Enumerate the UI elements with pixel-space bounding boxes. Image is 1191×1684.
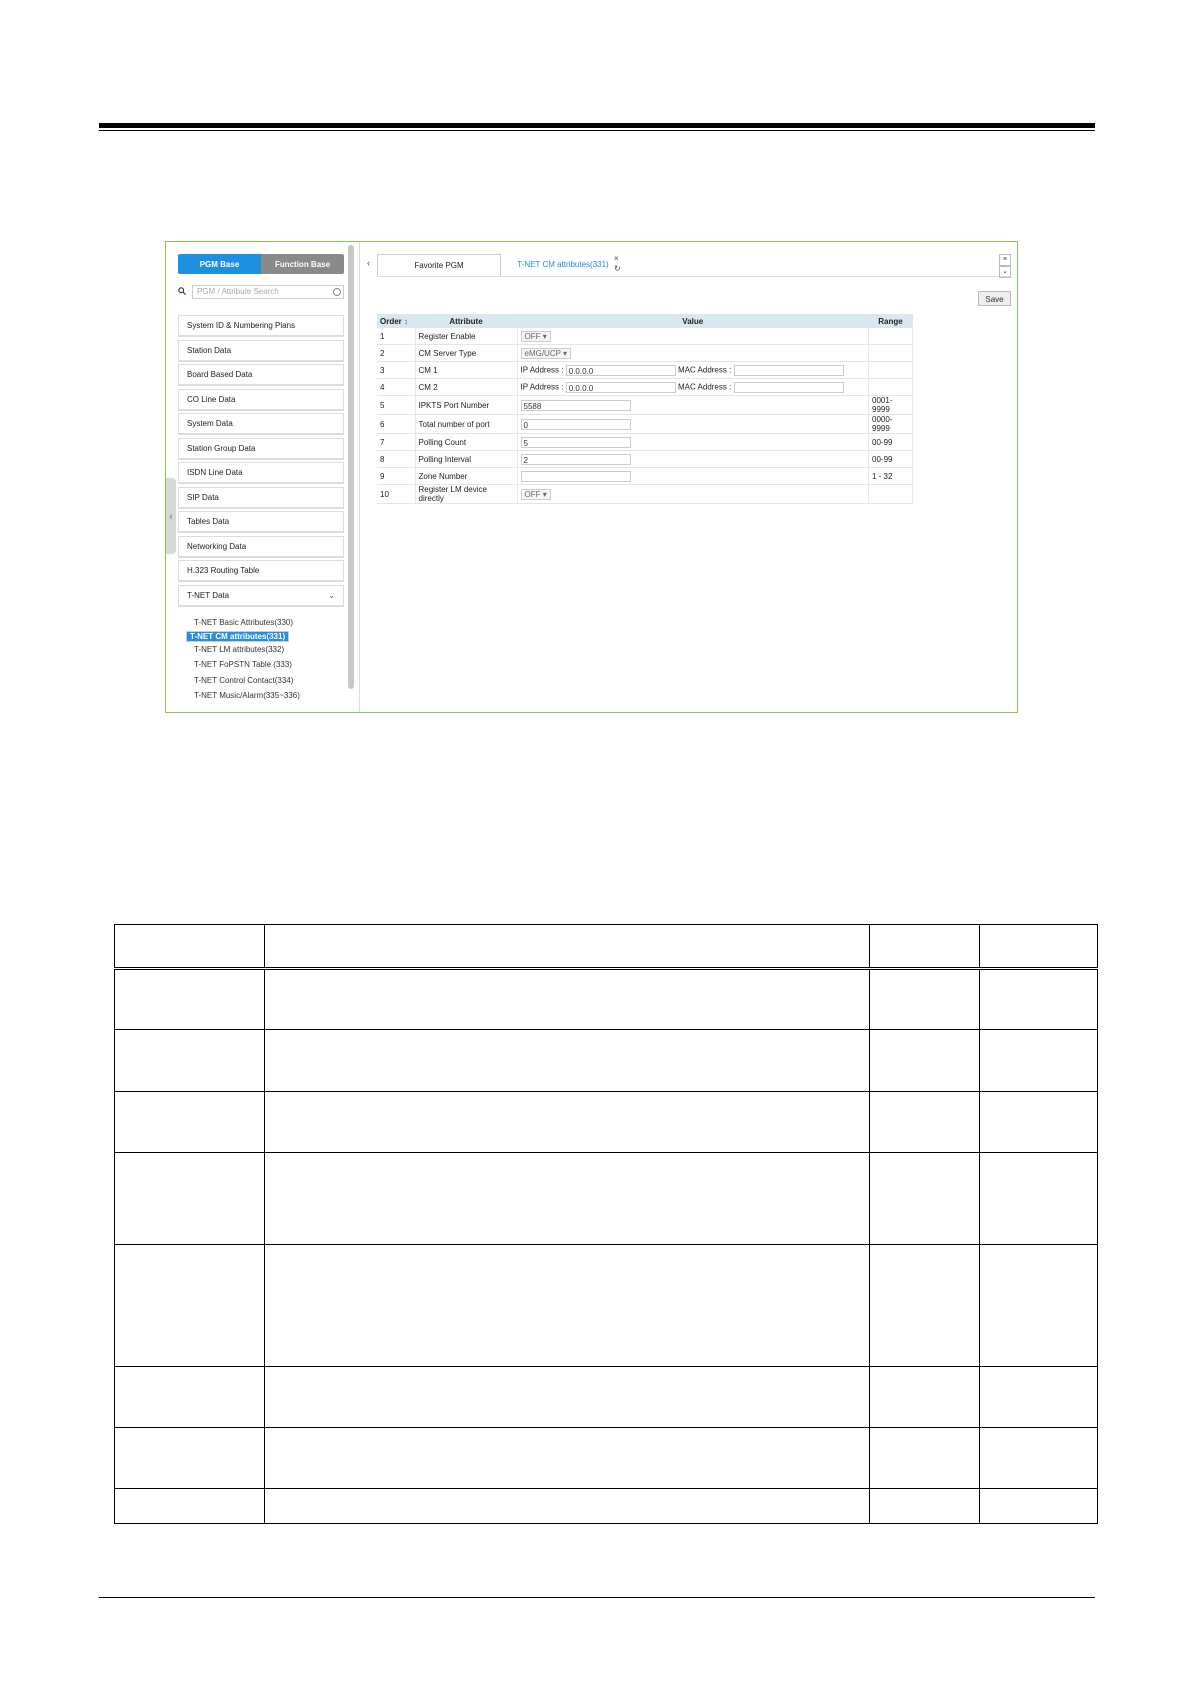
table-cell [980, 1489, 1098, 1524]
tab-tnet-cm-attributes[interactable]: T-NET CM attributes(331) [503, 254, 623, 276]
menu-item-label: Board Based Data [187, 370, 253, 379]
close-tab-icon[interactable]: × [614, 254, 619, 263]
submenu-item-selected[interactable]: T-NET CM attributes(331) [186, 631, 289, 642]
menu-item-networking-data[interactable] [178, 536, 344, 558]
table-cell [870, 1153, 980, 1245]
tab-function-base[interactable]: Function Base [261, 254, 344, 274]
table-cell [264, 1489, 869, 1524]
table-row [115, 969, 1098, 1030]
polling-interval-input[interactable]: 2 [521, 454, 631, 465]
row-range: 1 - 32 [869, 468, 913, 485]
row-range [869, 362, 913, 379]
row-range [869, 379, 913, 396]
menu-item-label: Tables Data [187, 517, 230, 526]
attribute-table [377, 314, 913, 504]
row-order: 4 [377, 379, 415, 396]
table-cell [115, 1153, 265, 1245]
row-attribute: Total number of port [415, 415, 517, 434]
table-row [115, 1030, 1098, 1092]
table-cell [870, 1367, 980, 1428]
mac-address-label: MAC Address : [677, 382, 732, 392]
row-range [869, 345, 913, 362]
row-range: 00-99 [869, 434, 913, 451]
tnet-submenu [186, 615, 338, 704]
menu-item-system-data[interactable] [178, 413, 344, 435]
menu-item-tables-data[interactable] [178, 511, 344, 533]
row-range: 00-99 [869, 451, 913, 468]
menu-item-station-data[interactable] [178, 340, 344, 362]
save-button[interactable]: Save [978, 291, 1011, 306]
table-cell [980, 969, 1098, 1030]
table-row [115, 1428, 1098, 1489]
row-attribute: CM 2 [415, 379, 517, 396]
row-order: 6 [377, 415, 415, 434]
row-attribute: Polling Interval [415, 451, 517, 468]
table-header-row [377, 314, 913, 328]
menu-item-station-group-data[interactable] [178, 438, 344, 460]
submenu-item[interactable]: T-NET Music/Alarm(335~336) [194, 691, 300, 700]
row-order: 5 [377, 396, 415, 415]
chevron-down-icon[interactable]: ⌄ [999, 266, 1011, 278]
left-panel [166, 242, 351, 712]
column-header-value: Value [517, 314, 869, 328]
screenshot-frame [165, 241, 1018, 713]
panel-divider [359, 242, 360, 712]
table-cell [115, 1245, 265, 1367]
cm1-mac-input[interactable] [734, 365, 844, 376]
menu-item-label: System Data [187, 419, 233, 428]
column-header-range: Range [869, 314, 913, 328]
table-cell [115, 925, 265, 969]
menu-item-label: H.323 Routing Table [187, 566, 260, 575]
table-cell [264, 1245, 869, 1367]
row-attribute: Register Enable [415, 328, 517, 345]
sort-icon[interactable]: ↕ [404, 316, 409, 326]
chevron-left-icon: ‹ [169, 511, 173, 521]
select-value: OFF [524, 331, 541, 341]
tab-favorite-pgm[interactable]: Favorite PGM [377, 254, 501, 276]
cm1-ip-input[interactable]: 0.0.0.0 [566, 365, 676, 376]
footer-rule [99, 1597, 1095, 1598]
header-rule [99, 123, 1095, 128]
cm2-mac-input[interactable] [734, 382, 844, 393]
row-attribute: CM Server Type [415, 345, 517, 362]
row-range [869, 485, 913, 504]
table-row [377, 345, 913, 362]
row-value [517, 396, 869, 415]
row-range: 0001-9999 [869, 396, 913, 415]
row-attribute: CM 1 [415, 362, 517, 379]
table-cell [980, 1153, 1098, 1245]
table-header-row [115, 925, 1098, 969]
submenu-item[interactable]: T-NET Basic Attributes(330) [194, 618, 293, 627]
row-attribute: IPKTS Port Number [415, 396, 517, 415]
sidebar-scrollbar[interactable] [348, 245, 354, 689]
menu-item-sip-data[interactable] [178, 487, 344, 509]
table-row [115, 1153, 1098, 1245]
column-header-order[interactable] [377, 314, 415, 328]
table-cell [870, 1489, 980, 1524]
submenu-item[interactable]: T-NET Control Contact(334) [194, 675, 294, 685]
ip-address-label: IP Address : [520, 365, 564, 375]
menu-item-label: System ID & Numbering Plans [187, 321, 296, 330]
row-value [517, 362, 869, 379]
table-cell [115, 1428, 265, 1489]
submenu-item[interactable]: T-NET LM attributes(332) [194, 644, 285, 654]
row-value [517, 328, 869, 345]
table-cell [870, 969, 980, 1030]
description-table [114, 924, 1098, 1524]
table-cell [115, 1092, 265, 1153]
table-cell [870, 1092, 980, 1153]
menu-item-isdn-line-data[interactable] [178, 462, 344, 484]
collapse-sidebar-button[interactable] [166, 478, 176, 554]
table-cell [980, 1092, 1098, 1153]
table-cell [264, 1030, 869, 1092]
table-cell [980, 1367, 1098, 1428]
table-cell [980, 1030, 1098, 1092]
table-cell [870, 1428, 980, 1489]
table-cell [264, 1367, 869, 1428]
table-cell [264, 1092, 869, 1153]
table-cell [980, 1428, 1098, 1489]
submenu-item[interactable]: T-NET FoPSTN Table (333) [194, 660, 292, 669]
row-value [517, 434, 869, 451]
row-value [517, 485, 869, 504]
table-cell [870, 1245, 980, 1367]
row-value [517, 451, 869, 468]
table-cell [115, 1367, 265, 1428]
right-panel [361, 242, 1017, 712]
pgm-menu [178, 315, 344, 609]
menu-item-label: T-NET Data [187, 590, 230, 600]
row-order: 3 [377, 362, 415, 379]
row-order: 9 [377, 468, 415, 485]
ip-address-label: IP Address : [520, 382, 564, 392]
search-input[interactable]: PGM / Attribute Search [192, 285, 344, 299]
menu-item-label: CO Line Data [187, 394, 236, 404]
row-value [517, 345, 869, 362]
table-cell [264, 1428, 869, 1489]
select-value: eMG/UCP [524, 348, 561, 358]
table-cell [980, 925, 1098, 969]
table-cell [115, 1489, 265, 1524]
table-row [115, 1245, 1098, 1367]
table-cell [115, 1030, 265, 1092]
clear-icon[interactable] [333, 288, 341, 296]
chevron-left-icon[interactable]: ‹ [367, 258, 370, 268]
pgm-tab-group [178, 254, 344, 274]
cm-server-type-select[interactable]: eMG/UCP ▾ [521, 348, 572, 359]
ipkts-port-input[interactable]: 5588 [521, 400, 631, 411]
table-cell [264, 925, 869, 969]
row-order: 2 [377, 345, 415, 362]
tab-pgm-base[interactable]: PGM Base [178, 254, 261, 274]
chevron-down-icon: ⌄ [328, 590, 335, 600]
table-row [377, 468, 913, 485]
menu-item-system-id[interactable] [178, 315, 344, 337]
polling-count-input[interactable]: 5 [521, 437, 631, 448]
table-cell [980, 1245, 1098, 1367]
mac-address-label: MAC Address : [677, 365, 732, 375]
row-value [517, 415, 869, 434]
table-row [377, 485, 913, 504]
row-order: 8 [377, 451, 415, 468]
row-attribute: Register LM device directly [415, 485, 517, 504]
table-row [377, 396, 913, 415]
zone-number-input[interactable] [521, 471, 631, 482]
table-row [377, 434, 913, 451]
menu-item-label: SIP Data [187, 492, 219, 502]
table-cell [264, 969, 869, 1030]
table-row [115, 1489, 1098, 1524]
total-port-input[interactable]: 0 [521, 419, 631, 430]
row-order: 1 [377, 328, 415, 345]
menu-item-h323-routing-table[interactable] [178, 560, 344, 582]
row-value [517, 468, 869, 485]
row-attribute: Polling Count [415, 434, 517, 451]
table-cell [115, 969, 265, 1030]
row-value [517, 379, 869, 396]
table-row [377, 362, 913, 379]
search-bar [178, 285, 344, 299]
menu-item-label: ISDN Line Data [187, 468, 243, 477]
column-header-attribute: Attribute [415, 314, 517, 328]
table-cell [264, 1153, 869, 1245]
register-lm-select[interactable]: OFF ▾ [521, 489, 551, 500]
menu-item-board-based-data[interactable] [178, 364, 344, 386]
menu-item-tnet-data[interactable] [178, 585, 344, 607]
refresh-icon[interactable]: ↻ [614, 264, 621, 273]
header-rule-thin [99, 130, 1095, 131]
search-icon [178, 287, 186, 295]
row-attribute: Zone Number [415, 468, 517, 485]
table-row [115, 1367, 1098, 1428]
cm2-ip-input[interactable]: 0.0.0.0 [566, 382, 676, 393]
table-row [115, 1092, 1098, 1153]
table-cell [870, 925, 980, 969]
menu-item-co-line-data[interactable] [178, 389, 344, 411]
menu-item-label: Station Data [187, 345, 232, 355]
table-row [377, 328, 913, 345]
table-row [377, 379, 913, 396]
register-enable-select[interactable]: OFF ▾ [521, 331, 551, 342]
close-icon[interactable]: × [999, 254, 1011, 266]
row-order: 7 [377, 434, 415, 451]
table-row [377, 415, 913, 434]
select-value: OFF [524, 489, 541, 499]
row-range: 0000-9999 [869, 415, 913, 434]
table-row [377, 451, 913, 468]
header-label: Order [380, 316, 402, 326]
tab-underline [377, 276, 1011, 277]
table-cell [870, 1030, 980, 1092]
menu-item-label: Station Group Data [187, 443, 256, 453]
row-order: 10 [377, 485, 415, 504]
row-range [869, 328, 913, 345]
menu-item-label: Networking Data [187, 541, 247, 551]
